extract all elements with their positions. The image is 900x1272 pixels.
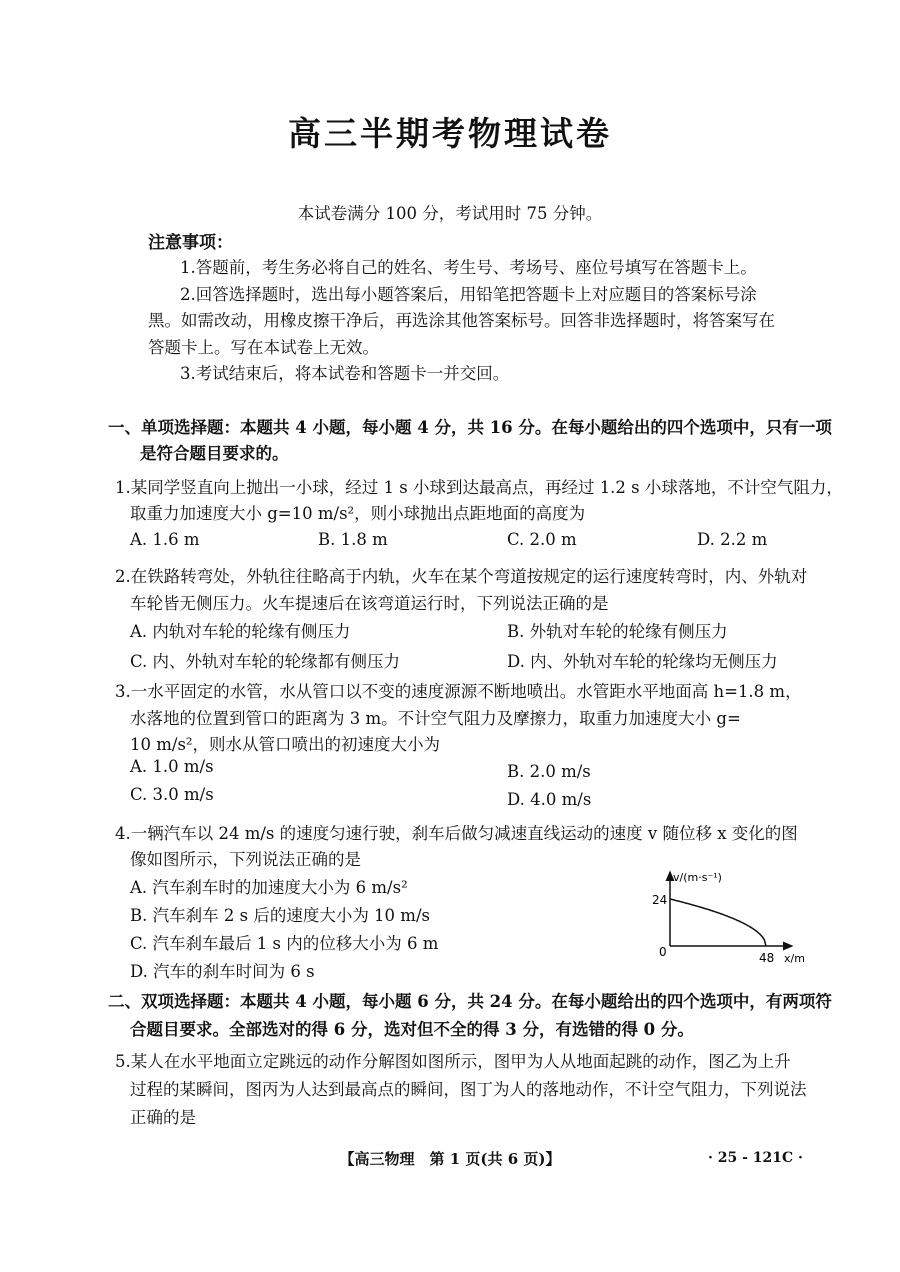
q3-stem-line-1: 3.一水平固定的水管，水从管口以不变的速度源源不断地喷出。水管距水平地面高 h=1.8 m， — [115, 682, 802, 701]
q1-option-c: C. 2.0 m — [507, 530, 577, 549]
q3-option-d: D. 4.0 m/s — [507, 790, 592, 809]
q2-option-b: B. 外轨对车轮的轮缘有侧压力 — [507, 622, 728, 641]
exam-info: 本试卷满分 100 分，考试用时 75 分钟。 — [297, 204, 603, 223]
q1-option-b: B. 1.8 m — [318, 530, 388, 549]
q5-stem-line-2: 过程的某瞬间，图丙为人达到最高点的瞬间，图丁为人的落地动作，不计空气阻力，下列说法 — [130, 1080, 807, 1099]
section-2-heading: 二、双项选择题：本题共 4 小题，每小题 6 分，共 24 分。在每小题给出的四个选项中，有两项符 — [108, 992, 832, 1011]
paper-code: · 25 - 121C · — [708, 1150, 803, 1166]
section-1-heading-cont: 是符合题目要求的。 — [140, 444, 289, 463]
q2-option-c: C. 内、外轨对车轮的轮缘都有侧压力 — [130, 652, 401, 671]
q3-option-b: B. 2.0 m/s — [507, 762, 591, 781]
q2-stem-line-2: 车轮皆无侧压力。火车提速后在该弯道运行时，下列说法正确的是 — [130, 594, 609, 613]
q4-option-c: C. 汽车刹车最后 1 s 内的位移大小为 6 m — [130, 934, 439, 953]
q4-option-b: B. 汽车刹车 2 s 后的速度大小为 10 m/s — [130, 906, 430, 925]
y-axis-label: v/(m·s⁻¹) — [673, 871, 722, 884]
page-title: 高三半期考物理试卷 — [288, 114, 612, 153]
q3-option-c: C. 3.0 m/s — [130, 785, 214, 804]
notice-line-5: 3.考试结束后，将本试卷和答题卡一并交回。 — [180, 364, 510, 383]
y-tick-24: 24 — [652, 893, 668, 907]
q1-stem-line-1: 1.某同学竖直向上抛出一小球，经过 1 s 小球到达最高点，再经过 1.2 s 小球落地，不计空气阻力， — [115, 478, 843, 497]
notice-line-2: 2.回答选择题时，选出每小题答案后，用铅笔把答题卡上对应题目的答案标号涂 — [180, 285, 757, 304]
q5-stem-line-1: 5.某人在水平地面立定跳远的动作分解图如图所示，图甲为人从地面起跳的动作，图乙为上升 — [115, 1052, 791, 1071]
q4-stem-line-2: 像如图所示，下列说法正确的是 — [130, 850, 361, 869]
section-1-heading: 一、单项选择题：本题共 4 小题，每小题 4 分，共 16 分。在每小题给出的四个选项中，只有一项 — [108, 418, 832, 437]
q4-option-a: A. 汽车刹车时的加速度大小为 6 m/s² — [130, 878, 408, 897]
v-x-curve — [670, 899, 766, 946]
notice-line-1: 1.答题前，考生务必将自己的姓名、考生号、考场号、座位号填写在答题卡上。 — [180, 258, 757, 277]
x-tick-48: 48 — [759, 951, 775, 965]
page-footer: 【高三物理 第 1 页(共 6 页)】 — [339, 1150, 561, 1168]
q1-option-a: A. 1.6 m — [130, 530, 200, 549]
q3-stem-line-2: 水落地的位置到管口的距离为 3 m。不计空气阻力及摩擦力，取重力加速度大小 g= — [130, 709, 741, 728]
q1-option-d: D. 2.2 m — [697, 530, 768, 549]
notice-line-4: 答题卡上。写在本试卷上无效。 — [148, 338, 379, 357]
origin-label: 0 — [659, 945, 667, 959]
q2-stem-line-1: 2.在铁路转弯处，外轨往往略高于内轨，火车在某个弯道按规定的运行速度转弯时，内、外轨对 — [115, 567, 808, 586]
notice-line-3: 黑。如需改动，用橡皮擦干净后，再选涂其他答案标号。回答非选择题时，将答案写在 — [148, 311, 775, 330]
q2-option-a: A. 内轨对车轮的轮缘有侧压力 — [130, 622, 351, 641]
section-2-heading-cont: 合题目要求。全部选对的得 6 分，选对但不全的得 3 分，有选错的得 0 分。 — [130, 1020, 694, 1039]
q2-option-d: D. 内、外轨对车轮的轮缘均无侧压力 — [507, 652, 778, 671]
x-axis-label: x/m — [784, 952, 805, 965]
q3-option-a: A. 1.0 m/s — [130, 757, 214, 776]
q1-stem-line-2: 取重力加速度大小 g=10 m/s²，则小球抛出点距地面的高度为 — [130, 504, 586, 523]
q4-stem-line-1: 4.一辆汽车以 24 m/s 的速度匀速行驶，刹车后做匀减速直线运动的速度 v 随位移 x 变化的图 — [115, 824, 798, 843]
q4-velocity-displacement-graph — [640, 866, 820, 970]
q5-stem-line-3: 正确的是 — [130, 1108, 196, 1127]
q3-stem-line-3: 10 m/s²，则水从管口喷出的初速度大小为 — [130, 735, 441, 754]
notice-heading: 注意事项： — [148, 233, 233, 253]
q4-option-d: D. 汽车的刹车时间为 6 s — [130, 962, 315, 981]
